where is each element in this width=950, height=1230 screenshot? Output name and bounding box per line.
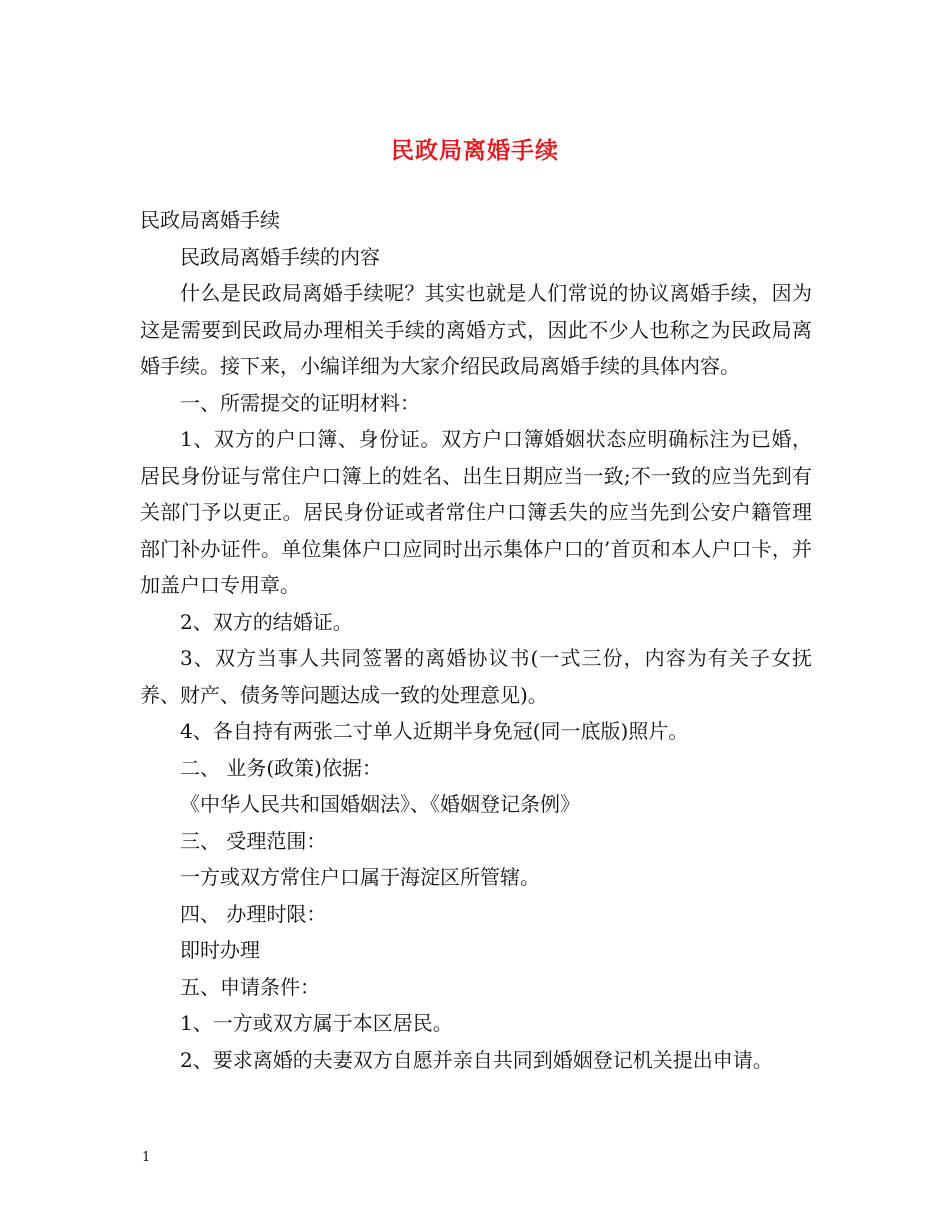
- page-number: 1: [142, 1150, 151, 1165]
- paragraph: 三、 受理范围：: [180, 828, 327, 853]
- paragraph: 一、所需提交的证明材料：: [180, 390, 420, 415]
- paragraph: 2、双方的结婚证。: [180, 609, 353, 634]
- paragraph: 4、各自持有两张二寸单人近期半身免冠(同一底版)照片。: [180, 719, 689, 743]
- paragraph: 3、双方当事人共同签署的离婚协议书(一式三份，内容为有关子女抚养、财产、债务等问题达成一致的处理意见)。: [140, 646, 812, 707]
- paragraph: 五、申请条件：: [180, 974, 320, 999]
- paragraph: 《中华人民共和国婚姻法》、《婚姻登记条例》: [180, 792, 580, 816]
- paragraph: 什么是民政局离婚手续呢？其实也就是人们常说的协议离婚手续，因为这是需要到民政局办理相关手续的离婚方式，因此不少人也称之为民政局离婚手续。接下来，小编详细为大家介绍民政局离婚手续的具体内容。: [140, 281, 812, 378]
- paragraph: 即时办理: [180, 938, 260, 962]
- document-body: [140, 202, 812, 1078]
- paragraph: 二、 业务(政策)依据：: [180, 755, 382, 780]
- paragraph: 四、 办理时限：: [180, 901, 327, 926]
- paragraph: 民政局离婚手续: [140, 208, 280, 232]
- paragraph: 1、双方的户口簿、身份证。双方户口簿婚姻状态应明确标注为已婚，居民身份证与常住户口簿上的姓名、出生日期应当一致;不一致的应当先到有关部门予以更正。居民身份证或者常住户口簿丢失的应当先到公安户籍管理部门补办证件。单位集体户口应同时出示集体户口的’首页和本人户口卡，并加盖户口专用章。: [140, 427, 812, 597]
- paragraph: 1、一方或双方属于本区居民。: [180, 1011, 453, 1035]
- paragraph: 2、要求离婚的夫妻双方自愿并亲自共同到婚姻登记机关提出申请。: [180, 1047, 773, 1072]
- paragraph: 一方或双方常住户口属于海淀区所管辖。: [180, 865, 540, 889]
- paragraph: 民政局离婚手续的内容: [180, 244, 380, 269]
- document-title: 民政局离婚手续: [391, 137, 559, 164]
